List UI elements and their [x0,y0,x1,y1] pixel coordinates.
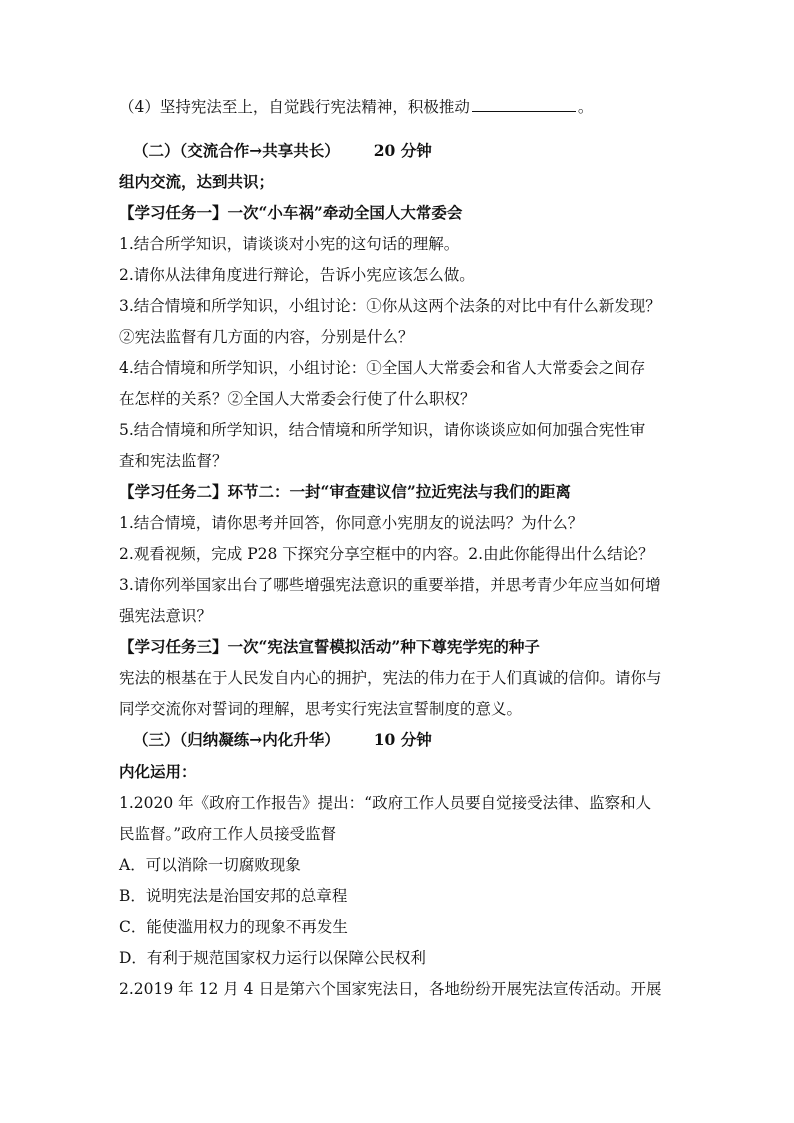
task1-question-1: 1.结合所学知识，请谈谈对小宪的这句话的理解。 [119,235,460,253]
item4-text: （4）坚持宪法至上，自觉践行宪法精神，积极推动 [119,98,470,116]
section2-title: （二）（交流合作→共享共长） [133,141,340,160]
exercise1-stem-cont: 民监督。”政府工作人员接受监督 [119,825,337,843]
exercise1-option-b: B．说明宪法是治国安邦的总章程 [119,887,348,905]
task3-title: 【学习任务三】一次“宪法宣誓模拟活动”种下尊宪学宪的种子 [119,637,540,656]
section3-heading [133,730,684,750]
section3-title: （三）（归纳凝练→内化升华） [133,730,340,749]
task2-question-2: 2.观看视频，完成 P28 下探究分享空框中的内容。2.由此你能得出什么结论？ [119,545,654,563]
task1-title: 【学习任务一】一次“小车祸”牵动全国人大常委会 [119,203,463,222]
task1-question-3: 3.结合情境和所学知识，小组讨论：①你从这两个法条的对比中有什么新发现？ [119,297,661,315]
task3-text: 宪法的根基在于人民发自内心的拥护，宪法的伟力在于人们真诚的信仰。请你与 [119,669,662,687]
consensus-label: 组内交流，达到共识； [119,172,275,191]
internalize-label: 内化运用： [119,762,197,781]
task1-question-2: 2.请你从法律角度进行辩论，告诉小宪应该怎么做。 [119,266,475,284]
section2-heading [133,141,684,161]
exercise1-stem: 1.2020 年《政府工作报告》提出：“政府工作人员要自觉接受法律、监察和人 [119,794,652,812]
exercise1-option-d: D．有利于规范国家权力运行以保障公民权利 [119,949,426,967]
exercise1-option-a: A．可以消除一切腐败现象 [119,856,301,874]
task1-question-5-cont: 查和宪法监督？ [119,452,228,470]
exercise2-stem: 2.2019 年 12 月 4 日是第六个国家宪法日，各地纷纷开展宪法宣传活动。开展 [119,980,662,998]
task2-question-1: 1.结合情境，请你思考并回答，你同意小宪朋友的说法吗？为什么？ [119,514,584,532]
task1-question-3-cont: ②宪法监督有几方面的内容，分别是什么？ [119,328,414,346]
fill-blank[interactable] [472,96,576,112]
task1-question-4: 4.结合情境和所学知识，小组讨论：①全国人大常委会和省人大常委会之间存 [119,359,646,377]
item4-line [119,96,684,117]
section2-time: 20 分钟 [373,141,432,160]
task2-question-3: 3.请你列举国家出台了哪些增强宪法意识的重要举措，并思考青少年应当如何增 [119,576,661,594]
task1-question-5: 5.结合情境和所学知识，结合情境和所学知识，请你谈谈应如何加强合宪性审 [119,421,646,439]
exercise1-option-c: C．能使滥用权力的现象不再发生 [119,918,348,936]
section3-time: 10 分钟 [373,730,432,749]
task2-title: 【学习任务二】环节二：一封“审查建议信”拉近宪法与我们的距离 [119,482,571,501]
task1-question-4-cont: 在怎样的关系？②全国人大常委会行使了什么职权？ [119,390,476,408]
item4-suffix: 。 [577,98,594,116]
task3-text-cont: 同学交流你对誓词的理解，思考实行宪法宣誓制度的意义。 [119,700,523,718]
task2-question-3-cont: 强宪法意识？ [119,607,213,625]
